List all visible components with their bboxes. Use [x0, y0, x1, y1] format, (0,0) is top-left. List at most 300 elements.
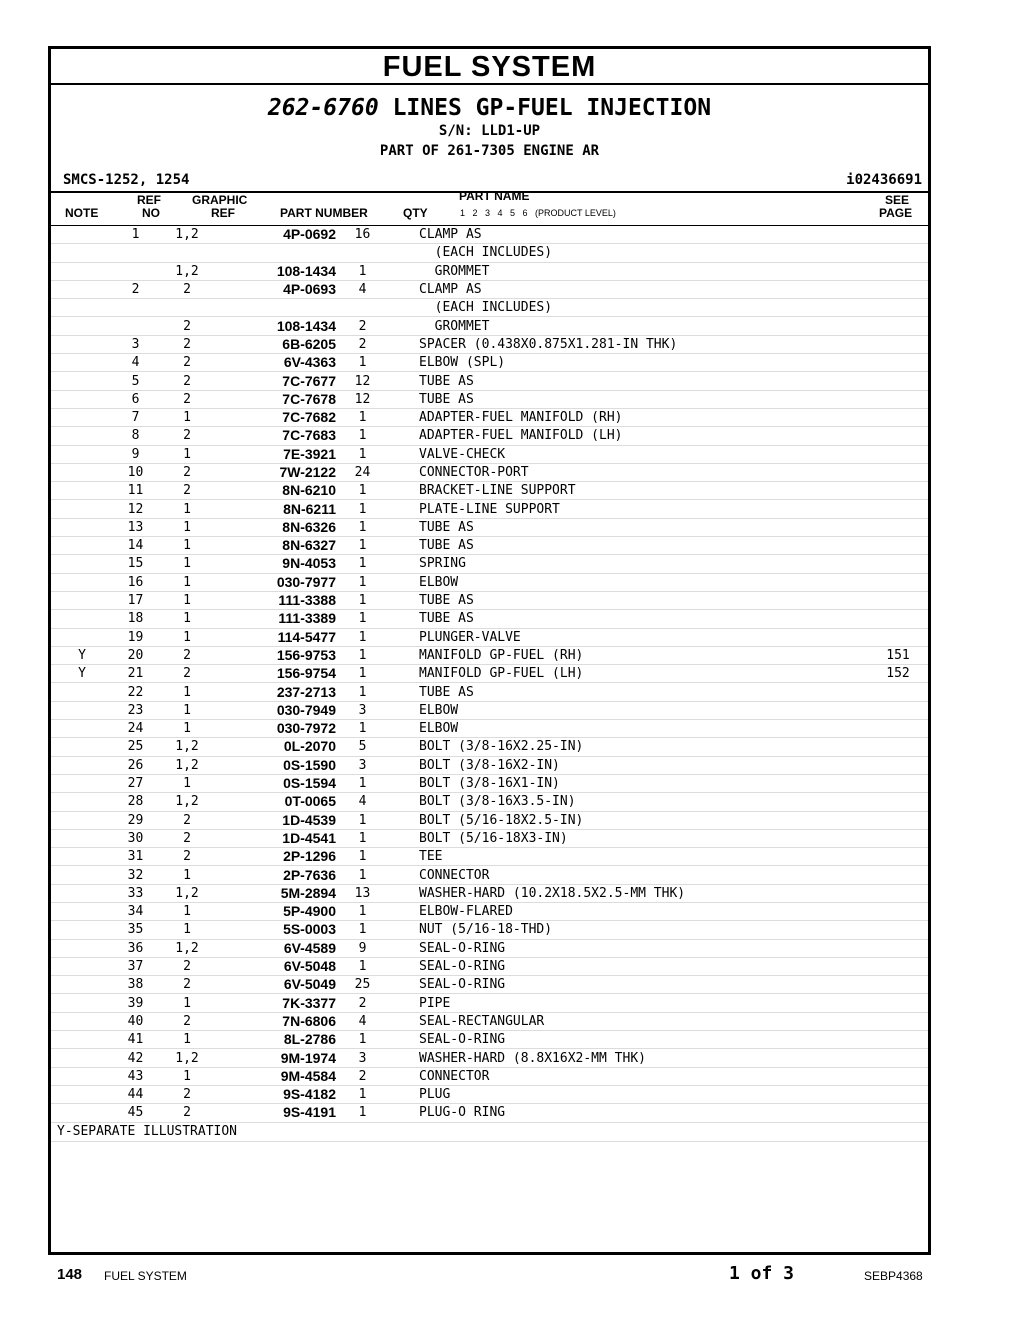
- qty-cell: 1: [336, 354, 389, 372]
- see-page-cell: [868, 226, 928, 244]
- part-number-cell: 7C-7683: [216, 427, 336, 445]
- part-name-cell: CLAMP AS: [389, 280, 868, 298]
- note-cell: [51, 793, 113, 811]
- part-number-cell: 030-7972: [216, 720, 336, 738]
- graphic-ref-cell: 2: [158, 976, 216, 994]
- see-page-cell: [868, 1067, 928, 1085]
- part-number-cell: 7C-7682: [216, 408, 336, 426]
- ref-no-cell: 44: [113, 1085, 158, 1103]
- qty-cell: 5: [336, 738, 389, 756]
- part-name-cell: SEAL-RECTANGULAR: [389, 1012, 868, 1030]
- sheet-indicator: 1 of 3: [729, 1263, 795, 1284]
- table-row: [51, 372, 928, 390]
- note-cell: [51, 573, 113, 591]
- part-number-cell: 7N-6806: [216, 1012, 336, 1030]
- graphic-ref-cell: 1,2: [158, 756, 216, 774]
- page-footer: [0, 1262, 1020, 1292]
- table-row: [51, 408, 928, 426]
- graphic-ref-cell: 1: [158, 555, 216, 573]
- ref-no-cell: 42: [113, 1049, 158, 1067]
- part-name-cell: BRACKET-LINE SUPPORT: [389, 482, 868, 500]
- see-page-cell: [868, 280, 928, 298]
- see-page-cell: [868, 701, 928, 719]
- graphic-ref-cell: 1: [158, 921, 216, 939]
- part-name-cell: TUBE AS: [389, 683, 868, 701]
- see-page-cell: [868, 902, 928, 920]
- see-page-cell: [868, 866, 928, 884]
- see-page-cell: [868, 555, 928, 573]
- table-row: [51, 793, 928, 811]
- part-name-cell: PLATE-LINE SUPPORT: [389, 500, 868, 518]
- graphic-ref-cell: 2: [158, 354, 216, 372]
- qty-cell: 1: [336, 683, 389, 701]
- part-number-cell: 1D-4539: [216, 811, 336, 829]
- see-page-cell: [868, 463, 928, 481]
- table-row: [51, 665, 928, 683]
- graphic-ref-cell: 2: [158, 280, 216, 298]
- note-cell: [51, 390, 113, 408]
- table-row: [51, 537, 928, 555]
- qty-cell: 13: [336, 884, 389, 902]
- graphic-ref-cell: 1: [158, 1031, 216, 1049]
- graphic-ref-cell: 1: [158, 610, 216, 628]
- parts-table: [51, 226, 928, 1123]
- ref-no-cell: 32: [113, 866, 158, 884]
- graphic-ref-cell: 1: [158, 994, 216, 1012]
- qty-cell: 2: [336, 317, 389, 335]
- qty-cell: 1: [336, 957, 389, 975]
- part-number-cell: 8L-2786: [216, 1031, 336, 1049]
- ref-no-cell: 17: [113, 591, 158, 609]
- ref-no-cell: [113, 244, 158, 262]
- see-page-cell: [868, 939, 928, 957]
- see-page-cell: [868, 756, 928, 774]
- table-row: [51, 866, 928, 884]
- page-number: 148: [57, 1266, 83, 1283]
- table-row: [51, 280, 928, 298]
- part-number-cell: 6V-5048: [216, 957, 336, 975]
- part-number-cell: 156-9753: [216, 646, 336, 664]
- qty-cell: 1: [336, 1104, 389, 1122]
- part-name-cell: PLUNGER-VALVE: [389, 628, 868, 646]
- note-cell: [51, 902, 113, 920]
- part-name-cell: SEAL-O-RING: [389, 957, 868, 975]
- note-cell: [51, 372, 113, 390]
- ref-no-cell: 25: [113, 738, 158, 756]
- qty-cell: 1: [336, 500, 389, 518]
- part-number-cell: 111-3388: [216, 591, 336, 609]
- part-name-cell: MANIFOLD GP-FUEL (RH): [389, 646, 868, 664]
- part-number-cell: 8N-6211: [216, 500, 336, 518]
- note-cell: [51, 811, 113, 829]
- qty-cell: 1: [336, 921, 389, 939]
- table-row: [51, 811, 928, 829]
- ref-no-cell: 4: [113, 354, 158, 372]
- note-cell: [51, 774, 113, 792]
- qty-cell: 4: [336, 1012, 389, 1030]
- qty-cell: 1: [336, 1031, 389, 1049]
- note-cell: [51, 756, 113, 774]
- part-number-cell: 1D-4541: [216, 829, 336, 847]
- see-page-cell: [868, 445, 928, 463]
- graphic-ref-cell: 1,2: [158, 1049, 216, 1067]
- graphic-ref-cell: 1: [158, 683, 216, 701]
- see-page-cell: [868, 720, 928, 738]
- ref-no-cell: 18: [113, 610, 158, 628]
- graphic-ref-cell: 1: [158, 866, 216, 884]
- table-row: [51, 317, 928, 335]
- note-cell: [51, 976, 113, 994]
- qty-cell: 1: [336, 902, 389, 920]
- ref-no-cell: [113, 262, 158, 280]
- smcs-codes: SMCS-1252, 1254: [63, 172, 190, 188]
- part-name-cell: CONNECTOR: [389, 866, 868, 884]
- part-name-cell: (EACH INCLUDES): [389, 299, 868, 317]
- part-number-cell: 108-1434: [216, 317, 336, 335]
- graphic-ref-cell: 1,2: [158, 793, 216, 811]
- part-name-cell: BOLT (5/16-18X2.5-IN): [389, 811, 868, 829]
- note-cell: [51, 500, 113, 518]
- part-number-cell: 5M-2894: [216, 884, 336, 902]
- note-cell: [51, 555, 113, 573]
- graphic-ref-cell: 1: [158, 902, 216, 920]
- qty-cell: 1: [336, 1085, 389, 1103]
- graphic-ref-cell: 2: [158, 372, 216, 390]
- ref-no-cell: 36: [113, 939, 158, 957]
- note-cell: [51, 1085, 113, 1103]
- col-part-number: PART NUMBER: [280, 206, 368, 220]
- table-row: [51, 299, 928, 317]
- part-number-cell: 156-9754: [216, 665, 336, 683]
- qty-cell: 24: [336, 463, 389, 481]
- graphic-ref-cell: 1: [158, 701, 216, 719]
- part-name-cell: ADAPTER-FUEL MANIFOLD (LH): [389, 427, 868, 445]
- part-name-cell: TUBE AS: [389, 537, 868, 555]
- part-name-cell: VALVE-CHECK: [389, 445, 868, 463]
- table-header: [51, 191, 928, 226]
- part-number-cell: 9S-4182: [216, 1085, 336, 1103]
- table-row: [51, 683, 928, 701]
- part-name-cell: ELBOW: [389, 573, 868, 591]
- ref-no-cell: 7: [113, 408, 158, 426]
- see-page-cell: [868, 921, 928, 939]
- part-name-cell: BOLT (3/8-16X2-IN): [389, 756, 868, 774]
- note-cell: [51, 1031, 113, 1049]
- graphic-ref-cell: 1,2: [158, 738, 216, 756]
- note-cell: [51, 994, 113, 1012]
- note-cell: [51, 829, 113, 847]
- graphic-ref-cell: 2: [158, 1085, 216, 1103]
- table-row: [51, 646, 928, 664]
- note-cell: [51, 939, 113, 957]
- part-number-cell: 2P-7636: [216, 866, 336, 884]
- ref-no-cell: 12: [113, 500, 158, 518]
- ref-no-cell: 13: [113, 518, 158, 536]
- table-row: [51, 226, 928, 244]
- qty-cell: 1: [336, 518, 389, 536]
- ref-no-cell: 14: [113, 537, 158, 555]
- ref-no-cell: 37: [113, 957, 158, 975]
- parts-list-frame: [48, 46, 931, 1255]
- note-cell: [51, 683, 113, 701]
- part-name-cell: ELBOW: [389, 701, 868, 719]
- ref-no-cell: 34: [113, 902, 158, 920]
- part-name-cell: TEE: [389, 848, 868, 866]
- table-row: [51, 628, 928, 646]
- ref-no-cell: 27: [113, 774, 158, 792]
- part-number-cell: 7E-3921: [216, 445, 336, 463]
- graphic-ref-cell: 1: [158, 518, 216, 536]
- part-name-cell: BOLT (3/8-16X1-IN): [389, 774, 868, 792]
- graphic-ref-cell: 2: [158, 463, 216, 481]
- col-ref-bottom: NO: [142, 206, 160, 220]
- table-row: [51, 829, 928, 847]
- part-name-cell: CLAMP AS: [389, 226, 868, 244]
- graphic-ref-cell: 1: [158, 628, 216, 646]
- ref-no-cell: 11: [113, 482, 158, 500]
- part-name-cell: PLUG-O RING: [389, 1104, 868, 1122]
- part-number-cell: 6B-6205: [216, 335, 336, 353]
- ref-no-cell: 2: [113, 280, 158, 298]
- ref-no-cell: 22: [113, 683, 158, 701]
- qty-cell: 1: [336, 829, 389, 847]
- qty-cell: 1: [336, 646, 389, 664]
- see-page-cell: [868, 1085, 928, 1103]
- table-row: [51, 427, 928, 445]
- part-name-cell: SPRING: [389, 555, 868, 573]
- qty-cell: 12: [336, 390, 389, 408]
- part-name-cell: GROMMET: [389, 262, 868, 280]
- qty-cell: 1: [336, 774, 389, 792]
- table-row: [51, 1012, 928, 1030]
- note-cell: [51, 957, 113, 975]
- qty-cell: 1: [336, 591, 389, 609]
- part-number-cell: 030-7977: [216, 573, 336, 591]
- part-name-cell: TUBE AS: [389, 518, 868, 536]
- table-row: [51, 500, 928, 518]
- table-row: [51, 1049, 928, 1067]
- qty-cell: 16: [336, 226, 389, 244]
- see-page-cell: [868, 1031, 928, 1049]
- qty-cell: 9: [336, 939, 389, 957]
- qty-cell: 1: [336, 866, 389, 884]
- col-see-bottom: PAGE: [879, 206, 913, 220]
- qty-cell: [336, 244, 389, 262]
- see-page-cell: [868, 1012, 928, 1030]
- graphic-ref-cell: 1: [158, 500, 216, 518]
- part-number-cell: [216, 244, 336, 262]
- serial-range: S/N: LLD1-UP: [438, 123, 541, 139]
- note-cell: [51, 720, 113, 738]
- part-name-cell: GROMMET: [389, 317, 868, 335]
- graphic-ref-cell: 2: [158, 317, 216, 335]
- qty-cell: 1: [336, 848, 389, 866]
- table-row: [51, 354, 928, 372]
- ref-no-cell: 9: [113, 445, 158, 463]
- table-row: [51, 939, 928, 957]
- part-number-cell: 0L-2070: [216, 738, 336, 756]
- col-part-name: PART NAME: [459, 189, 530, 203]
- graphic-ref-cell: 1: [158, 1067, 216, 1085]
- note-cell: [51, 1067, 113, 1085]
- qty-cell: 1: [336, 445, 389, 463]
- group-name: LINES GP-FUEL INJECTION: [392, 95, 712, 121]
- graphic-ref-cell: 1,2: [158, 226, 216, 244]
- ref-no-cell: 39: [113, 994, 158, 1012]
- part-number-cell: 5P-4900: [216, 902, 336, 920]
- ref-no-cell: 10: [113, 463, 158, 481]
- part-number-cell: 6V-5049: [216, 976, 336, 994]
- qty-cell: 2: [336, 1067, 389, 1085]
- qty-cell: 25: [336, 976, 389, 994]
- table-row: [51, 482, 928, 500]
- ref-no-cell: 15: [113, 555, 158, 573]
- note-cell: [51, 335, 113, 353]
- see-page-cell: [868, 372, 928, 390]
- see-page-cell: [868, 408, 928, 426]
- table-row: [51, 573, 928, 591]
- part-number-cell: 9N-4053: [216, 555, 336, 573]
- table-row: [51, 994, 928, 1012]
- note-cell: Y: [51, 646, 113, 664]
- qty-cell: 3: [336, 1049, 389, 1067]
- ref-no-cell: 1: [113, 226, 158, 244]
- see-page-cell: 151: [868, 646, 928, 664]
- see-page-cell: [868, 518, 928, 536]
- part-name-cell: ELBOW: [389, 720, 868, 738]
- table-row: [51, 720, 928, 738]
- see-page-cell: [868, 738, 928, 756]
- ref-no-cell: 6: [113, 390, 158, 408]
- table-row: [51, 848, 928, 866]
- see-page-cell: [868, 335, 928, 353]
- see-page-cell: [868, 500, 928, 518]
- part-number-cell: 5S-0003: [216, 921, 336, 939]
- col-graphic-bottom: REF: [211, 206, 235, 220]
- part-name-cell: BOLT (3/8-16X3.5-IN): [389, 793, 868, 811]
- part-name-cell: CONNECTOR-PORT: [389, 463, 868, 481]
- table-row: [51, 884, 928, 902]
- qty-cell: 3: [336, 701, 389, 719]
- graphic-ref-cell: 2: [158, 829, 216, 847]
- qty-cell: 1: [336, 555, 389, 573]
- table-row: [51, 1031, 928, 1049]
- graphic-ref-cell: 1: [158, 537, 216, 555]
- graphic-ref-cell: 2: [158, 957, 216, 975]
- table-row: [51, 774, 928, 792]
- see-page-cell: [868, 1049, 928, 1067]
- table-row: [51, 976, 928, 994]
- see-page-cell: [868, 957, 928, 975]
- graphic-ref-cell: [158, 244, 216, 262]
- part-number-cell: 9M-4584: [216, 1067, 336, 1085]
- part-name-cell: (EACH INCLUDES): [389, 244, 868, 262]
- graphic-ref-cell: 1: [158, 445, 216, 463]
- part-name-cell: SPACER (0.438X0.875X1.281-IN THK): [389, 335, 868, 353]
- table-row: [51, 445, 928, 463]
- graphic-ref-cell: 2: [158, 427, 216, 445]
- part-number-cell: 111-3389: [216, 610, 336, 628]
- part-name-cell: MANIFOLD GP-FUEL (LH): [389, 665, 868, 683]
- part-number-cell: 4P-0692: [216, 226, 336, 244]
- table-row: [51, 335, 928, 353]
- part-name-cell: BOLT (3/8-16X2.25-IN): [389, 738, 868, 756]
- qty-cell: 1: [336, 811, 389, 829]
- note-cell: [51, 445, 113, 463]
- illustration-id: i02436691: [846, 172, 922, 188]
- table-row: [51, 244, 928, 262]
- part-name-cell: ELBOW-FLARED: [389, 902, 868, 920]
- part-number-cell: 8N-6326: [216, 518, 336, 536]
- note-cell: [51, 299, 113, 317]
- table-row: [51, 1067, 928, 1085]
- graphic-ref-cell: 2: [158, 848, 216, 866]
- note-cell: [51, 921, 113, 939]
- col-product-levels: 1 2 3 4 5 6 (PRODUCT LEVEL): [460, 208, 616, 218]
- part-name-cell: PLUG: [389, 1085, 868, 1103]
- table-row: [51, 921, 928, 939]
- part-name-cell: TUBE AS: [389, 390, 868, 408]
- qty-cell: 1: [336, 427, 389, 445]
- graphic-ref-cell: 2: [158, 665, 216, 683]
- part-number-cell: 237-2713: [216, 683, 336, 701]
- ref-no-cell: 29: [113, 811, 158, 829]
- ref-no-cell: 26: [113, 756, 158, 774]
- ref-no-cell: 20: [113, 646, 158, 664]
- table-row: [51, 701, 928, 719]
- part-number-cell: [216, 299, 336, 317]
- part-number-cell: 0T-0065: [216, 793, 336, 811]
- note-cell: [51, 226, 113, 244]
- note-cell: [51, 354, 113, 372]
- table-row: [51, 518, 928, 536]
- ref-no-cell: 40: [113, 1012, 158, 1030]
- table-row: [51, 591, 928, 609]
- part-name-cell: TUBE AS: [389, 372, 868, 390]
- table-row: [51, 957, 928, 975]
- see-page-cell: [868, 884, 928, 902]
- part-number-cell: 6V-4589: [216, 939, 336, 957]
- part-name-cell: PIPE: [389, 994, 868, 1012]
- col-note: NOTE: [65, 206, 99, 220]
- part-number-cell: 6V-4363: [216, 354, 336, 372]
- note-cell: [51, 848, 113, 866]
- see-page-cell: [868, 610, 928, 628]
- note-cell: [51, 738, 113, 756]
- footnote: Y-SEPARATE ILLUSTRATION: [51, 1123, 928, 1142]
- part-name-cell: TUBE AS: [389, 591, 868, 609]
- ref-no-cell: 45: [113, 1104, 158, 1122]
- note-cell: [51, 701, 113, 719]
- ref-no-cell: 31: [113, 848, 158, 866]
- smcs-row: [51, 169, 928, 191]
- see-page-cell: [868, 683, 928, 701]
- note-cell: [51, 1104, 113, 1122]
- part-name-cell: SEAL-O-RING: [389, 939, 868, 957]
- table-row: [51, 610, 928, 628]
- graphic-ref-cell: 2: [158, 646, 216, 664]
- ref-no-cell: 28: [113, 793, 158, 811]
- ref-no-cell: 8: [113, 427, 158, 445]
- part-name-cell: SEAL-O-RING: [389, 976, 868, 994]
- see-page-cell: [868, 774, 928, 792]
- qty-cell: 1: [336, 573, 389, 591]
- note-cell: [51, 537, 113, 555]
- see-page-cell: [868, 390, 928, 408]
- part-name-cell: SEAL-O-RING: [389, 1031, 868, 1049]
- qty-cell: 1: [336, 408, 389, 426]
- part-name-cell: NUT (5/16-18-THD): [389, 921, 868, 939]
